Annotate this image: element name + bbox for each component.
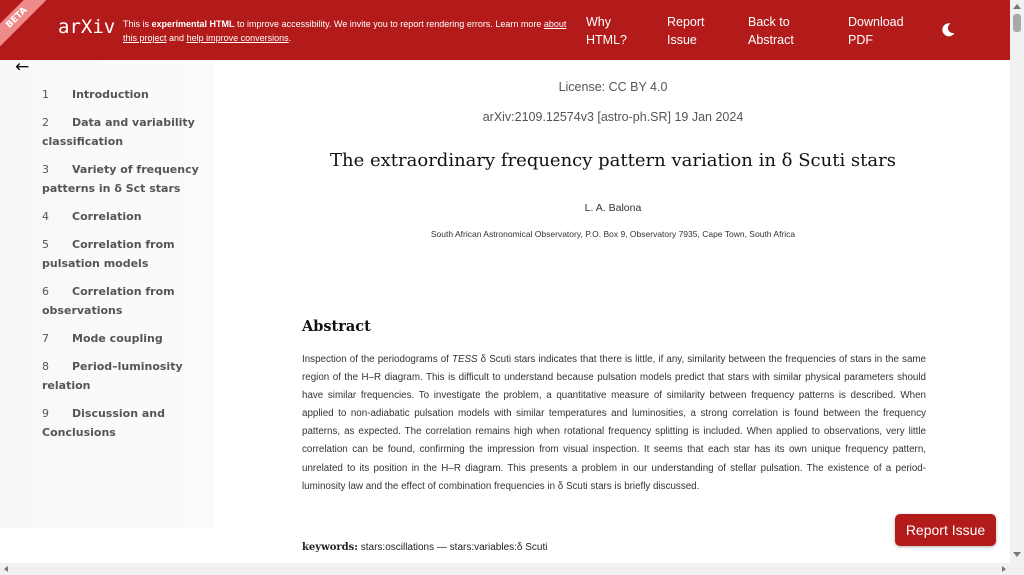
keywords: keywords: stars:oscillations — stars:variables:δ Scuti xyxy=(302,542,548,553)
arxiv-logo[interactable]: arXiv xyxy=(58,16,116,38)
vertical-scrollbar[interactable] xyxy=(1010,0,1024,575)
abstract-text: Inspection of the periodograms of TESS δ Scuti stars indicates that there is little, if any, similarity between the frequencies of stars in the same region of the H–R diagram. This is difficult to understand because pulsation models predict that stars with similar physical parameters should have similar frequencies. To investigate the problem, a quantitative measure of similarity between frequency patterns is described. When applied to non-adiabatic pulsation models with similar temperatures and luminosities, a strong correlation is found between the frequency patterns, as expected. The correlation remains high when rotational frequency splitting is included. When applied to observations, very little correlation can be found, confirming the impression from visual inspection. It seems that each star has its own unique frequency pattern, unrelated to its position in the H–R diagram. This presents a problem in our understanding of stellar pulsation. The existence of a period-luminosity law and the effect of combination frequencies in δ Scuti stars is briefly discussed. xyxy=(302,354,926,492)
horizontal-scrollbar[interactable] xyxy=(0,563,1010,575)
table-of-contents-sidebar xyxy=(0,57,215,528)
scroll-up-arrow-icon[interactable] xyxy=(1013,4,1021,9)
about-project-link[interactable]: about this project xyxy=(123,19,567,43)
experimental-html-notice: This is experimental HTML to improve accessibility. We invite you to report rendering errors. Learn more about this project and help improve conversions. xyxy=(123,19,567,43)
scroll-down-arrow-icon[interactable] xyxy=(1013,552,1021,557)
toc-item-correlation-observations[interactable]: 6 Correlation from observations xyxy=(42,285,175,317)
notice-bold: experimental HTML xyxy=(151,19,235,29)
moon-icon[interactable] xyxy=(940,22,956,38)
author-name: L. A. Balona xyxy=(584,202,642,214)
toc-list xyxy=(42,85,207,451)
paper-content xyxy=(216,60,1010,563)
toc-item-frequency-patterns[interactable]: 3 Variety of frequency patterns in δ Sct stars xyxy=(42,163,199,195)
toc-item-discussion[interactable]: 9 Discussion and Conclusions xyxy=(42,407,166,439)
scroll-right-arrow-icon[interactable] xyxy=(1002,566,1006,572)
download-pdf-link[interactable]: Download PDF xyxy=(848,15,904,47)
why-html-link[interactable]: Why HTML? xyxy=(586,15,627,47)
toc-item-correlation[interactable]: 4 Correlation xyxy=(42,210,142,223)
collapse-arrow-icon[interactable]: ← xyxy=(15,57,30,77)
scroll-thumb[interactable] xyxy=(1013,14,1021,32)
back-to-abstract-link[interactable]: Back to Abstract xyxy=(748,15,794,47)
toc-item-data-classification[interactable]: 2 Data and variability classification xyxy=(42,116,195,148)
arxiv-identifier: arXiv:2109.12574v3 [astro-ph.SR] 19 Jan 2024 xyxy=(482,110,744,124)
top-banner xyxy=(0,0,1010,60)
toc-item-correlation-models[interactable]: 5 Correlation from pulsation models xyxy=(42,238,175,270)
report-issue-link[interactable]: Report Issue xyxy=(667,15,705,47)
scroll-left-arrow-icon[interactable] xyxy=(4,566,8,572)
toc-item-period-luminosity[interactable]: 8 Period–luminosity relation xyxy=(42,360,183,392)
beta-ribbon: BETA xyxy=(0,0,50,51)
author-affiliation: South African Astronomical Observatory, P.O. Box 9, Observatory 7935, Cape Town, South Africa xyxy=(430,229,796,239)
toc-item-mode-coupling[interactable]: 7 Mode coupling xyxy=(42,332,163,345)
license-text: License: CC BY 4.0 xyxy=(558,80,668,94)
toc-item-introduction[interactable]: 1 Introduction xyxy=(42,88,149,101)
abstract-heading: Abstract xyxy=(302,318,371,335)
paper-title: The extraordinary frequency pattern variation in δ Scuti stars xyxy=(330,150,896,171)
report-issue-button[interactable]: Report Issue xyxy=(895,514,996,546)
improve-conversions-link[interactable]: help improve conversions xyxy=(186,33,289,43)
